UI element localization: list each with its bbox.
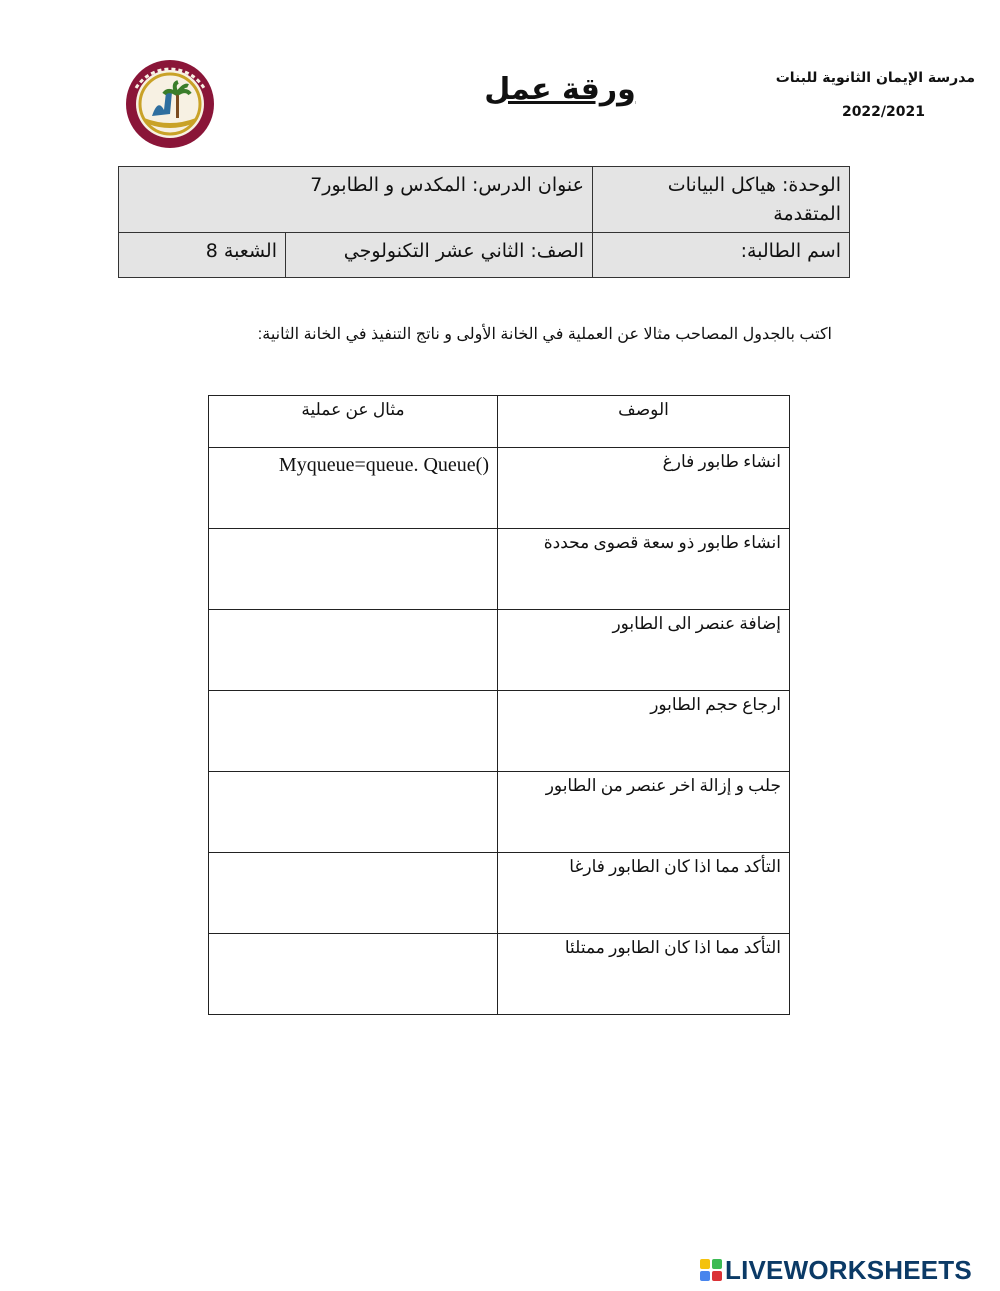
table-row: [209, 853, 790, 934]
table-row: [209, 529, 790, 610]
description-cell: التأكد مما اذا كان الطابور فارغا: [498, 853, 790, 934]
example-input-cell[interactable]: [209, 772, 498, 853]
unit-cell: الوحدة: هياكل البيانات المتقدمة: [593, 167, 850, 233]
queue-operations-table: [208, 395, 790, 1015]
school-name: مدرسة الإيمان الثانوية للبنات: [775, 70, 975, 86]
brand-name: LIVEWORKSHEETS: [725, 1254, 972, 1285]
table-row: [209, 610, 790, 691]
example-input-cell[interactable]: [209, 691, 498, 772]
table-row: [209, 448, 790, 529]
description-cell: انشاء طابور فارغ: [498, 448, 790, 529]
description-cell: انشاء طابور ذو سعة قصوى محددة: [498, 529, 790, 610]
table-row: [209, 934, 790, 1015]
liveworksheets-brand[interactable]: [700, 1255, 972, 1285]
example-input-cell[interactable]: [209, 934, 498, 1015]
example-input-cell[interactable]: Myqueue=queue. Queue(): [209, 448, 498, 529]
instruction-text: اكتب بالجدول المصاحب مثالا عن العملية في الخانة الأولى و ناتج التنفيذ في الخانة الثانية:: [257, 326, 832, 343]
liveworksheets-logo-icon: [700, 1259, 722, 1281]
lesson-info-table: [118, 166, 850, 278]
student-name-cell[interactable]: اسم الطالبة:: [593, 233, 850, 278]
example-header: مثال عن عملية: [209, 396, 498, 448]
school-year: 2022/2021: [841, 104, 925, 120]
description-cell: جلب و إزالة اخر عنصر من الطابور: [498, 772, 790, 853]
description-cell: ارجاع حجم الطابور: [498, 691, 790, 772]
table-row: [209, 772, 790, 853]
example-input-cell[interactable]: [209, 853, 498, 934]
description-cell: التأكد مما اذا كان الطابور ممتلئا: [498, 934, 790, 1015]
description-cell: إضافة عنصر الى الطابور: [498, 610, 790, 691]
section-cell: الشعبة 8: [119, 233, 286, 278]
description-header: الوصف: [498, 396, 790, 448]
page-title: ورقة عمل: [484, 72, 636, 107]
qatar-ministry-emblem-icon: [122, 58, 218, 150]
table-row: [209, 691, 790, 772]
example-input-cell[interactable]: [209, 610, 498, 691]
example-input-cell[interactable]: [209, 529, 498, 610]
lesson-title-cell: عنوان الدرس: المكدس و الطابور7: [119, 167, 593, 233]
grade-cell: الصف: الثاني عشر التكنولوجي: [286, 233, 593, 278]
